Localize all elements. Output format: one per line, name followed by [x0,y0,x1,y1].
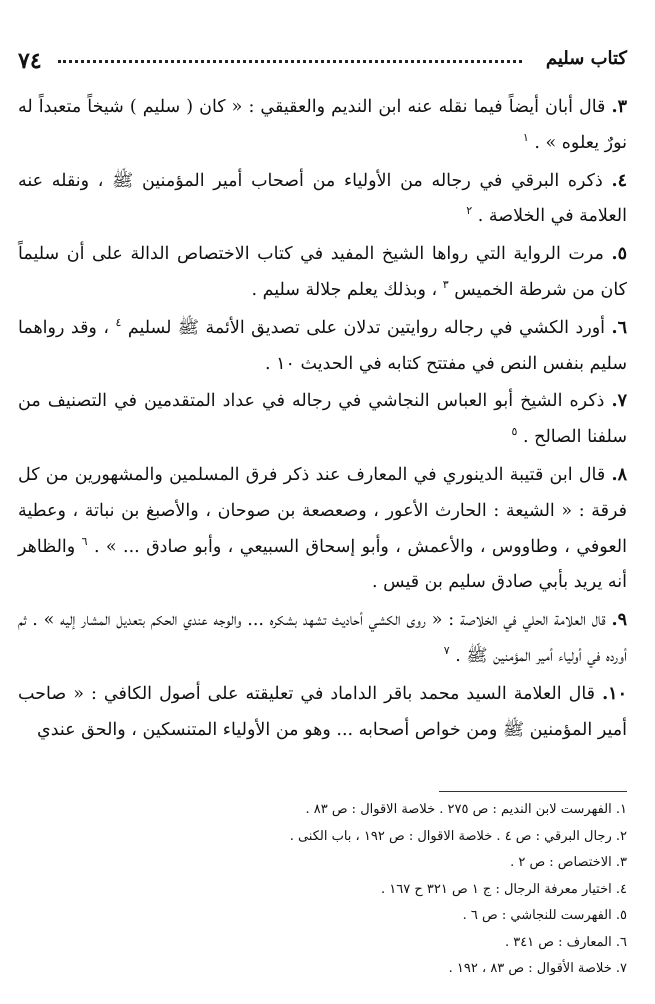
footnote-ref: ٤ [115,315,122,329]
paragraph-number: ٥. [611,244,627,265]
running-header [18,48,627,74]
footnote-3: ٣. الاختصاص : ص ٢ . [510,855,627,870]
paragraph-8 [18,458,627,601]
page-number: ٧٤ [18,48,42,74]
paragraph-4 [18,164,627,236]
header-dotted-leader [58,60,522,63]
footnote-7: ٧. خلاصة الأقوال : ص ٨٣ ، ١٩٢ . [448,961,627,976]
footnote-1: ١. الفهرست لابن النديم : ص ٢٧٥ . خلاصة الاقوال : ص ٨٣ . [305,802,627,817]
paragraph-number: ١٠. [602,683,627,704]
main-text [18,90,627,750]
paragraph-text: قال العلامة السيد محمد باقر الداماد في تعليقته على أصول الكافي : « صاحب أمير المؤمنين ﷺ ومن خواص أصحابه ... وهو من الأولياء المتنسكين ، والحق عندي [18,683,627,740]
paragraph-9 [18,603,627,675]
footnote-ref: ٦ [81,534,88,548]
paragraph-6 [18,311,627,383]
paragraph-text-after: ، وقد رواهما سليم بنفس النص في مفتتح كتابه في الحديث ١٠ . [18,317,627,374]
footnote-ref: ٧ [443,644,450,658]
paragraph-text: مرت الرواية التي رواها الشيخ المفيد في كتاب الاختصاص الدالة على أن سليماً كان من شرطة الخميس [18,244,627,300]
footnote-ref: ٣ [442,278,449,292]
footnote-separator [439,791,627,792]
paragraph-text-after: والظاهر أنه يريد بأبي صادق سليم بن قيس . [18,536,627,593]
paragraph-5 [18,237,627,309]
paragraph-text: ذكره البرقي في رجاله من الأولياء من أصحاب أمير المؤمنين ﷺ ، ونقله عنه العلامة في الخلاصة . [18,170,627,227]
footnote-5: ٥. الفهرست للنجاشي : ص ٦ . [462,908,627,923]
paragraph-number: ٧. [611,391,627,412]
footnote-ref: ١ [522,130,529,144]
footnote-4: ٤. اختيار معرفة الرجال : ج ١ ص ٣٢١ ح ١٦٧ . [381,881,627,897]
paragraph-text: أورد الكشي في رجاله روايتين تدلان على تصديق الأئمة ﷺ لسليم [127,317,606,338]
paragraph-text: قال أبان أيضاً فيما نقله عنه ابن النديم والعقيقي : « كان ( سليم ) شيخاً متعبداً له نورٌ يعلوه » . [18,97,627,153]
paragraph-number: ٣. [611,97,627,117]
paragraph-3 [18,90,627,162]
paragraph-text: قال العلامة الحلي في الخلاصة : « روى الكشي أحاديث تشهد بشكره ... والوجه عندي الحكم بتعديل المشار إليه » . ثم أورده في أولياء أمير المؤمنين ﷺ . [18,610,627,666]
paragraph-number: ٤. [611,170,627,191]
paragraph-10 [18,677,627,749]
paragraph-7 [18,384,627,456]
footnote-ref: ٥ [511,425,518,439]
footnote-2: ٢. رجال البرقي : ص ٤ . خلاصة الاقوال : ص ١٩٢ ، باب الكنى . [289,828,627,844]
paragraph-number: ٦. [611,317,627,338]
paragraph-text-after: ، وبذلك يعلم جلالة سليم . [251,279,438,300]
paragraph-number: ٨. [611,464,627,485]
paragraph-number: ٩. [611,610,627,631]
paragraph-text: قال ابن قتيبة الدينوري في المعارف عند ذكر فرق المسلمين والمشهورين من كل فرقة : « الشيعة : الحارث الأعور ، وصعصعة بن صوحان ، والأصبغ بن نباتة ، وعطية العوفي ، وطاووس ، والأعمش ، وأبو إسحاق السبيعي ، وأبو صادق ... » . [18,464,627,557]
footnote-6: ٦. المعارف : ص ٣٤١ . [504,934,627,950]
footnote-ref: ٢ [466,204,473,218]
book-title: كتاب سليم [545,48,627,69]
paragraph-text: ذكره الشيخ أبو العباس النجاشي في رجاله في عداد المتقدمين في التصنيف من سلفنا الصالح . [18,391,627,448]
footnotes [60,797,627,983]
